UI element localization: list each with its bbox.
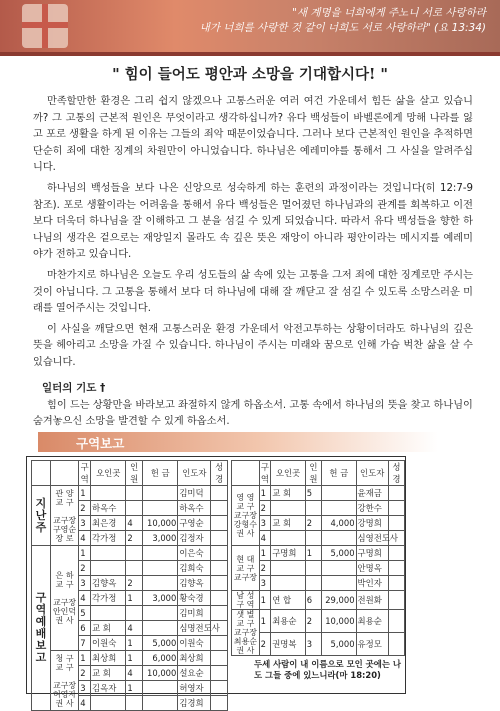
table-cell: 최용순 [271,610,306,633]
table-cell: 7 [79,636,91,651]
column-header: 오인곳 [271,461,306,486]
table-cell: 4 [126,666,143,681]
table-cell [211,681,228,696]
table-cell: 권명복 [271,633,306,656]
table-cell: 3,000 [142,591,177,606]
table-cell: 3 [259,576,271,591]
table-cell [142,606,177,621]
table-cell [321,576,356,591]
column-header: 헌 금 [321,461,356,486]
table-cell: 5,000 [142,636,177,651]
table-cell: 5,000 [321,546,356,561]
table-cell: 2 [79,501,91,516]
table-header-row [232,461,405,486]
table-cell [142,561,177,576]
column-header: 인도자 [178,461,211,486]
group-label: 현 대 교 구 교구장 [232,546,260,591]
table-cell: 2 [305,610,321,633]
table-header-row [32,461,228,486]
paragraph: 마찬가지로 하나님은 오늘도 우리 성도들의 삶 속에 있는 고통을 그저 죄에 대한 징계로만 주시는 것이 아닙니다. 그 고통을 통해서 보다 더 하나님에 대해 잘 깨닫고 잘 섬길 수 있도록 소망스러운 미래를 열어주시는 것입니다. [33,269,473,315]
table-cell: 강한수 [356,501,388,516]
table-cell: 전원화 [356,591,388,610]
table-cell: 이은숙 [178,546,211,561]
table-cell: 4 [126,621,143,636]
table-cell [211,651,228,666]
table-cell [91,696,126,711]
prayer-heading: 일터의 기도 † [42,382,106,394]
table-cell: 1 [79,486,91,501]
table-cell [388,501,404,516]
group-label: 은 하 교 구 교구장 안인덕 권 사 [50,546,78,651]
table-cell: 교 회 [271,516,306,531]
table-cell: 2 [259,633,271,656]
table-cell: 2 [79,561,91,576]
table-cell [142,621,177,636]
table-cell: 4 [79,696,91,711]
footer-verse: 두세 사람이 내 이름으로 모인 곳에는 나도 그들 중에 있느니라(마 18:20) [254,659,401,680]
column-header: 구 역 [260,462,269,484]
section-title: 구역보고 [76,436,125,451]
table-cell [388,633,404,656]
verse-line-1: "새 계명을 너희에게 주노니 서로 사랑하라 [292,7,486,19]
header-blank [232,461,260,486]
table-row [232,546,405,561]
table-cell: 1 [126,651,143,666]
banner-verse [146,6,486,36]
column-header: 인도자 [356,461,388,486]
gift-box-image [22,4,68,48]
table-cell: 하옥수 [178,501,211,516]
table-cell: 3 [79,516,91,531]
group-label: 남 성 구 역 [232,591,260,610]
table-cell [305,531,321,546]
paragraph: 하나님의 백성들을 보다 나은 신앙으로 성숙하게 하는 훈련의 과정이라는 것입니다(히 12:7-9 참조). 포로 생활이라는 어려움을 통해서 유다 백성들은 멀어졌던 하나님과의 관계를 회복하고 이전보다 더욱더 하나님을 잘 이해하고 그 분을 섬길 수 있게 되었습니다. 따라서 유다 백성들을 향한 하나님의 생각은 겉으로는 재앙일지 몰라도 속 깊은 뜻은 재앙이 아니라 평안이라는 메시지를 예레미야가 전하고 있습니다. [33,182,473,261]
paragraph: 만족할만한 환경은 그리 쉽지 않겠으나 고통스러운 여러 여건 가운데서 힘든 삶을 살고 있습니까? 그 고통의 근본적 원인은 무엇이라고 생각하십니까? 유다 백성들이 바벨론에게 망해 나라를 잃고 포로 생활을 하게 된 이유는 그들의 죄악 때문이었습니다. 그러나 보다 근본적인 원인을 추적하면 단순히 죄에 대한 징계의 차원만이 아니었습니다. 하나님은 예레미야를 통해서 그 사실을 알려주십니다. [33,96,473,174]
table-cell: 설요순 [178,666,211,681]
table-cell: 교 회 [271,486,306,501]
header-blank [32,461,51,486]
table-cell [271,561,306,576]
prayer-text: 힘이 드는 상황만을 바라보고 좌절하지 않게 하옵소서. 고통 속에서 하나님의 뜻을 찾고 하나님이 숨겨놓으신 소망을 발견할 수 있게 하옵소서. [33,400,473,427]
sermon-body [33,94,473,376]
table-cell: 김희숙 [178,561,211,576]
table-cell: 2 [305,516,321,531]
table-cell: 김향옥 [91,576,126,591]
table-cell: 1 [79,546,91,561]
table-cell [211,606,228,621]
table-row [232,610,405,633]
table-cell: 5 [305,486,321,501]
table-cell: 1 [126,681,143,696]
table-cell [126,486,143,501]
table-cell [305,501,321,516]
table-cell [126,606,143,621]
table-cell [211,636,228,651]
table-cell: 최상희 [91,651,126,666]
table-cell: 황숙경 [178,591,211,606]
table-cell [142,486,177,501]
table-cell: 2 [126,531,143,546]
table-cell: 심영전도사 [356,531,388,546]
table-cell: 구영순 [178,516,211,531]
table-row [232,591,405,610]
banner-divider [0,52,500,56]
group-label: 영 영 교 구 교구장 강형수 권 사 [232,486,260,546]
table-cell: 2 [79,666,91,681]
table-cell [388,576,404,591]
table-cell: 윤재금 [356,486,388,501]
table-cell: 3,000 [142,531,177,546]
table-cell: 김옥자 [91,681,126,696]
table-cell: 5 [79,606,91,621]
table-cell: 2 [126,576,143,591]
table-cell [321,501,356,516]
column-header: 구 역 [80,462,89,484]
table-cell: 2 [259,561,271,576]
table-cell [142,576,177,591]
table-cell [388,546,404,561]
table-cell: 10,000 [142,516,177,531]
table-cell: 6 [79,621,91,636]
column-header: 헌 금 [142,461,177,486]
table-cell [126,501,143,516]
table-cell [126,561,143,576]
table-cell [142,681,177,696]
table-cell [321,531,356,546]
header-blank [50,461,78,486]
table-row [32,546,228,561]
table-cell: 이원숙 [91,636,126,651]
table-cell: 교 회 [91,621,126,636]
report-table-right [231,460,405,656]
page-title: " 힘이 들어도 평안과 소망을 기대합시다! " [112,66,388,83]
group-label: 샛 별 교 구 교구장 최용순 권 사 [232,610,260,656]
column-header: 오인곳 [91,461,126,486]
table-cell: 4 [126,516,143,531]
table-cell [211,546,228,561]
table-cell [388,486,404,501]
table-cell [211,666,228,681]
table-cell: 김경희 [178,696,211,711]
table-cell: 김미희 [178,606,211,621]
table-cell: 하옥수 [91,501,126,516]
table-cell: 구명희 [356,546,388,561]
section-header [38,432,438,452]
table-cell: 이원숙 [178,636,211,651]
table-cell: 유정모 [356,633,388,656]
table-cell [271,531,306,546]
table-cell [91,561,126,576]
table-cell: 최상희 [178,651,211,666]
table-cell [211,486,228,501]
table-cell [126,546,143,561]
table-cell: 각가정 [91,591,126,606]
district-label: 구 역 예 배 보 고 [32,546,51,711]
column-header: 성 경 [388,461,404,486]
table-cell: 4,000 [321,516,356,531]
column-header: 인 원 [126,461,143,486]
table-cell: 3 [79,681,91,696]
table-cell [321,486,356,501]
table-cell [91,606,126,621]
table-cell: 1 [259,546,271,561]
table-cell: 4 [79,591,91,606]
table-cell: 교 회 [91,666,126,681]
table-cell: 1 [126,591,143,606]
table-cell: 김미덕 [178,486,211,501]
table-cell [305,561,321,576]
table-cell: 연 합 [271,591,306,610]
table-cell [142,501,177,516]
table-row [232,486,405,501]
table-row [32,486,228,501]
district-label: 지 난 주 [32,486,51,546]
table-cell: 5,000 [321,633,356,656]
table-cell [211,696,228,711]
table-row [32,651,228,666]
table-cell: 안명옥 [356,561,388,576]
header-banner [0,0,500,52]
table-cell: 최은경 [91,516,126,531]
table-cell: 4 [259,531,271,546]
column-header: 인 원 [305,461,321,486]
table-cell: 10,000 [321,610,356,633]
table-cell: 6 [305,591,321,610]
table-cell: 김정자 [178,531,211,546]
table-cell: 4 [79,531,91,546]
table-cell [211,576,228,591]
table-cell [211,516,228,531]
table-cell [211,501,228,516]
table-cell: 허영자 [178,681,211,696]
table-cell: 6,000 [142,651,177,666]
table-cell: 강명희 [356,516,388,531]
group-label: 청 구 교 구 교구장 허영자 권 사 [50,651,78,711]
table-cell: 최용순 [356,610,388,633]
table-cell [271,501,306,516]
table-cell [91,486,126,501]
table-cell: 3 [79,576,91,591]
table-cell: 1 [259,486,271,501]
table-cell: 심명전도사 [178,621,211,636]
table-cell [91,546,126,561]
table-cell [388,561,404,576]
table-cell: 1 [259,610,271,633]
group-label: 관 양 교 구 교구장 구영순 장 로 [50,486,78,546]
table-cell: 1 [126,636,143,651]
table-cell: 각가정 [91,531,126,546]
table-cell: 1 [259,591,271,610]
table-cell [142,546,177,561]
table-cell: 김향옥 [178,576,211,591]
table-cell [321,561,356,576]
column-header: 성 경 [211,461,228,486]
table-cell: 3 [259,516,271,531]
report-table-left [31,460,228,711]
table-cell: 박인자 [356,576,388,591]
table-cell [388,516,404,531]
table-cell: 10,000 [142,666,177,681]
table-cell [211,531,228,546]
table-cell [142,696,177,711]
verse-line-2: 내가 너희를 사랑한 것 같이 너희도 서로 사랑하라" (요 13:34) [199,22,486,34]
table-cell [211,591,228,606]
table-cell [388,591,404,610]
table-cell: 구명희 [271,546,306,561]
table-cell [211,561,228,576]
table-cell [126,696,143,711]
table-cell: 1 [305,546,321,561]
table-cell: 1 [79,651,91,666]
table-cell [388,610,404,633]
table-cell: 29,000 [321,591,356,610]
table-cell [271,576,306,591]
table-cell [305,576,321,591]
paragraph: 이 사실을 깨달으면 현재 고통스러운 환경 가운데서 악전고투하는 상황이더라도 하나님의 깊은 뜻을 헤아리고 소망을 가질 수 있습니다. 하나님이 주시는 미래와 꿈으로 인해 가슴 벅찬 삶을 살 수 있습니다. [33,323,473,368]
table-cell: 3 [305,633,321,656]
table-cell: 2 [259,501,271,516]
